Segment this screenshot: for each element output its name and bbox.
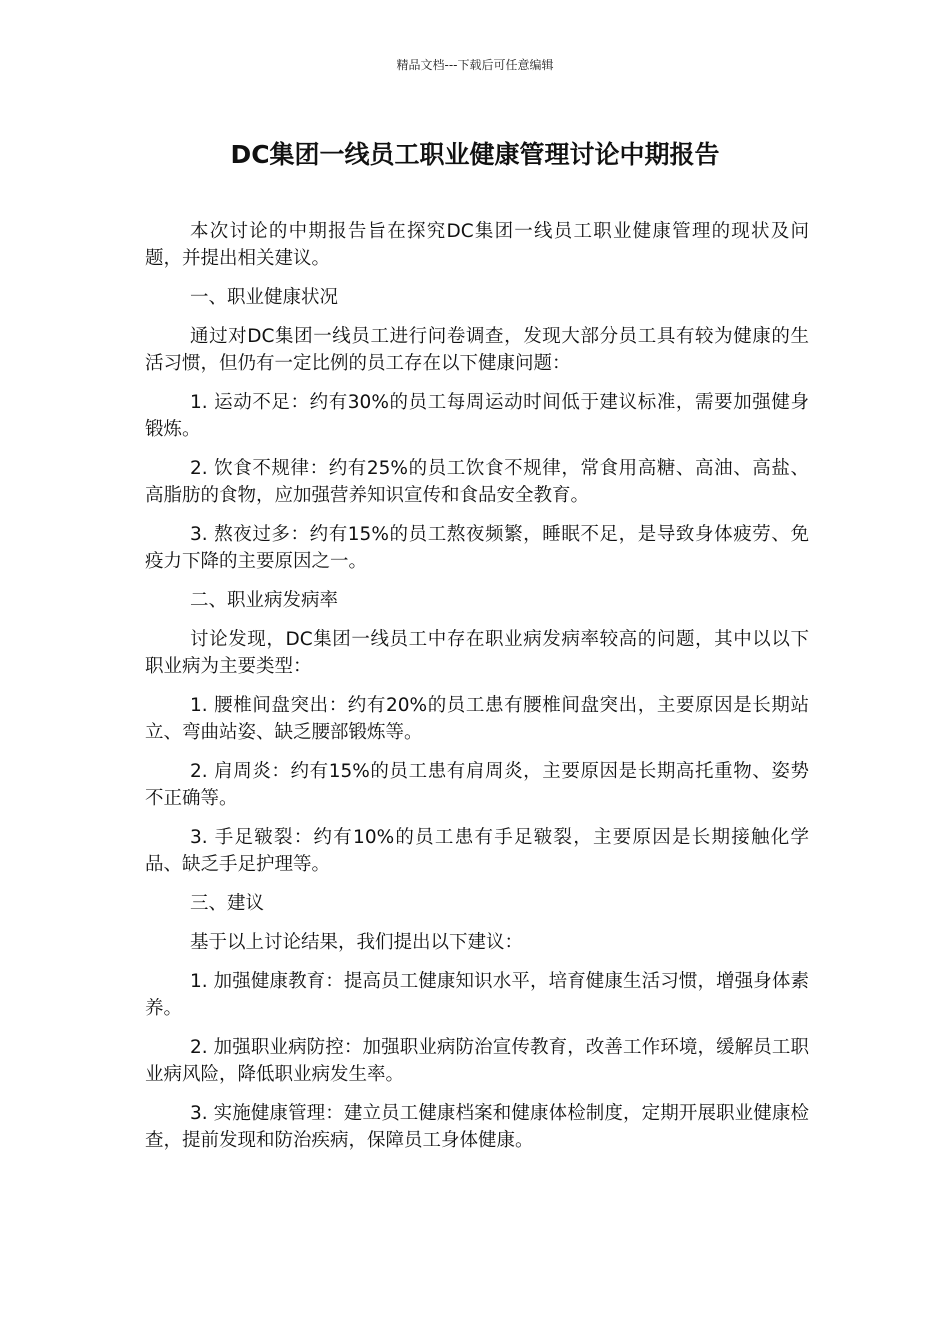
health-status-paragraph: 通过对DC集团一线员工进行问卷调查，发现大部分员工具有较为健康的生活习惯，但仍有一定比例的员工存在以下健康问题：	[145, 326, 809, 374]
health-item-2: 2. 饮食不规律：约有25%的员工饮食不规律，常食用高糖、高油、高盐、高脂肪的食物，应加强营养知识宣传和食品安全教育。	[145, 458, 809, 506]
disease-item-3: 3. 手足皲裂：约有10%的员工患有手足皲裂，主要原因是长期接触化学品、缺乏手足护理等。	[145, 827, 809, 875]
health-item-1: 1. 运动不足：约有30%的员工每周运动时间低于建议标准，需要加强健身锻炼。	[145, 392, 809, 440]
suggestions-paragraph: 基于以上讨论结果，我们提出以下建议：	[190, 932, 524, 953]
suggestion-item-2: 2. 加强职业病防控：加强职业病防治宣传教育，改善工作环境，缓解员工职业病风险，降低职业病发生率。	[145, 1037, 809, 1085]
suggestion-item-3: 3. 实施健康管理：建立员工健康档案和健康体检制度，定期开展职业健康检查，提前发现和防治疾病，保障员工身体健康。	[145, 1103, 809, 1151]
disease-item-1: 1. 腰椎间盘突出：约有20%的员工患有腰椎间盘突出，主要原因是长期站立、弯曲站姿、缺乏腰部锻炼等。	[145, 695, 809, 743]
section-heading-health-status: 一、职业健康状况	[190, 287, 339, 308]
suggestion-item-1: 1. 加强健康教育：提高员工健康知识水平，培育健康生活习惯，增强身体素养。	[145, 971, 809, 1019]
disease-rate-paragraph: 讨论发现，DC集团一线员工中存在职业病发病率较高的问题，其中以以下职业病为主要类型：	[145, 629, 809, 677]
health-item-3: 3. 熬夜过多：约有15%的员工熬夜频繁，睡眠不足，是导致身体疲劳、免疫力下降的主要原因之一。	[145, 524, 809, 572]
document-title: DC集团一线员工职业健康管理讨论中期报告	[230, 140, 720, 169]
disease-item-2: 2. 肩周炎：约有15%的员工患有肩周炎，主要原因是长期高托重物、姿势不正确等。	[145, 761, 809, 809]
section-heading-suggestions: 三、建议	[190, 893, 265, 914]
page-header: 精品文档---下载后可任意编辑	[396, 58, 554, 72]
intro-paragraph: 本次讨论的中期报告旨在探究DC集团一线员工职业健康管理的现状及问题，并提出相关建议。	[145, 221, 809, 269]
document-body	[145, 218, 809, 1166]
section-heading-disease-rate: 二、职业病发病率	[190, 590, 339, 611]
